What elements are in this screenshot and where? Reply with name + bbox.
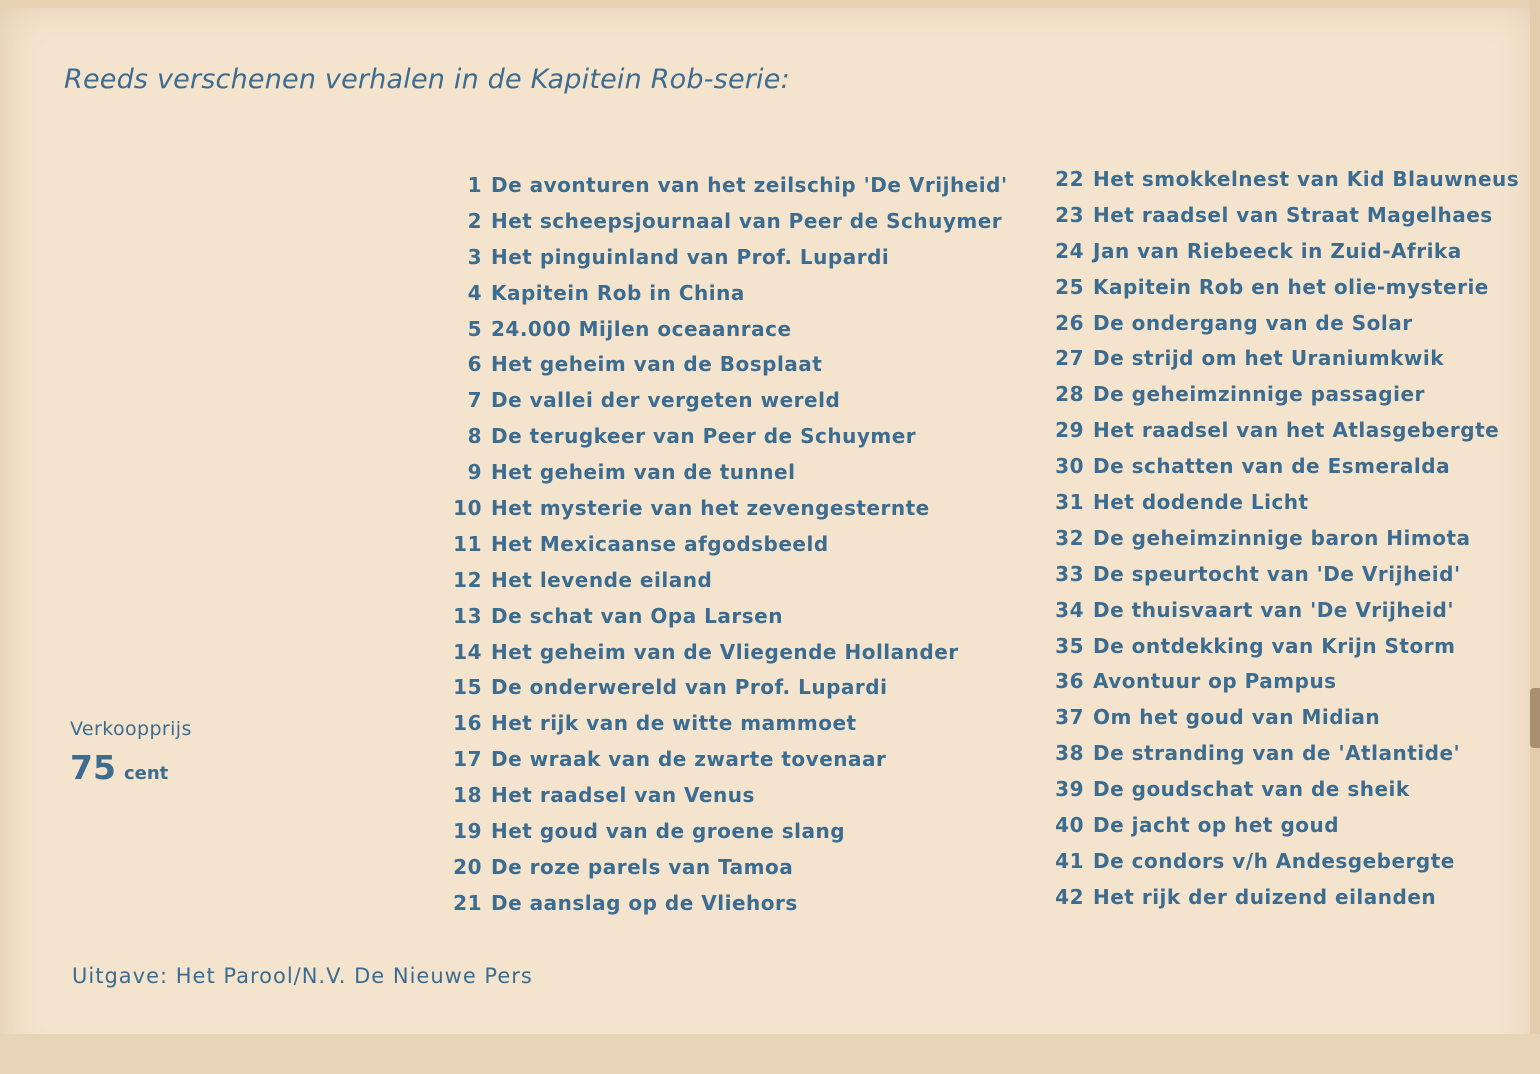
publisher-line: Uitgave: Het Parool/N.V. De Nieuwe Pers <box>72 964 533 988</box>
story-number: 27 <box>1055 346 1084 371</box>
list-item <box>1052 593 1519 629</box>
list-item <box>1052 772 1519 808</box>
story-number: 20 <box>453 854 482 879</box>
list-item <box>452 635 1008 671</box>
story-number: 1 <box>467 173 482 197</box>
story-title: Het rijk van de witte mammoet <box>491 711 857 736</box>
list-item <box>452 850 1008 886</box>
list-item <box>452 204 1008 240</box>
story-number: 38 <box>1055 741 1084 766</box>
story-number: 10 <box>453 496 482 521</box>
story-number: 40 <box>1055 813 1084 838</box>
price-amount: 75 <box>70 748 116 787</box>
story-title: 24.000 Mijlen oceaanrace <box>491 316 792 341</box>
list-item <box>1052 198 1519 234</box>
story-number: 25 <box>1055 274 1084 299</box>
list-item <box>1052 700 1519 736</box>
story-number: 42 <box>1055 884 1084 909</box>
list-item <box>452 168 1008 204</box>
list-item <box>452 383 1008 419</box>
story-title: De stranding van de 'Atlantide' <box>1093 741 1461 766</box>
story-number: 24 <box>1055 238 1084 263</box>
story-title: Het mysterie van het zevengesternte <box>491 496 930 521</box>
story-title: De terugkeer van Peer de Schuymer <box>491 424 917 449</box>
story-number: 29 <box>1055 418 1084 443</box>
story-title: Kapitein Rob en het olie-mysterie <box>1093 274 1489 299</box>
story-number: 5 <box>467 316 482 341</box>
list-item <box>1052 557 1519 593</box>
story-title: De jacht op het goud <box>1093 813 1340 838</box>
story-number: 16 <box>453 711 482 736</box>
story-title: De thuisvaart van 'De Vrijheid' <box>1093 597 1454 622</box>
list-item <box>1052 449 1519 485</box>
story-title: Het goud van de groene slang <box>491 819 846 844</box>
story-title: Het Mexicaanse afgodsbeeld <box>491 531 829 556</box>
list-item <box>1052 162 1519 198</box>
story-title: Het raadsel van Straat Magelhaes <box>1093 202 1493 227</box>
list-item <box>452 312 1008 348</box>
story-title: De strijd om het Uraniumkwik <box>1093 346 1445 371</box>
story-title: Om het goud van Midian <box>1093 705 1381 730</box>
page-edge-right <box>1530 0 1540 1074</box>
story-number: 41 <box>1055 848 1084 873</box>
list-item <box>1052 485 1519 521</box>
story-number: 26 <box>1055 310 1084 335</box>
story-number: 9 <box>467 460 482 485</box>
story-title: Kapitein Rob in China <box>491 280 745 305</box>
story-title: De schat van Opa Larsen <box>491 603 783 628</box>
story-title: De avonturen van het zeilschip 'De Vrijheid' <box>491 173 1008 197</box>
story-number: 3 <box>467 244 482 269</box>
list-item <box>1052 664 1519 700</box>
story-title: De ondergang van de Solar <box>1093 310 1413 335</box>
story-number: 19 <box>453 819 482 844</box>
list-item <box>452 670 1008 706</box>
story-title: Het geheim van de Bosplaat <box>491 352 823 377</box>
story-title: De roze parels van Tamoa <box>491 854 794 879</box>
story-number: 13 <box>453 603 482 628</box>
story-list-right <box>1052 162 1519 916</box>
list-item <box>452 491 1008 527</box>
story-list-left <box>452 168 1008 922</box>
list-item <box>452 886 1008 922</box>
story-number: 6 <box>467 352 482 377</box>
story-title: De aanslag op de Vliehors <box>491 890 798 915</box>
story-number: 4 <box>467 280 482 305</box>
story-number: 14 <box>453 639 482 664</box>
list-item <box>452 706 1008 742</box>
story-title: De ontdekking van Krijn Storm <box>1093 633 1456 658</box>
list-item <box>1052 234 1519 270</box>
list-item <box>1052 270 1519 306</box>
story-title: De geheimzinnige baron Himota <box>1093 525 1471 550</box>
page-edge-top <box>0 0 1540 8</box>
story-title: Avontuur op Pampus <box>1093 669 1337 694</box>
story-number: 37 <box>1055 705 1084 730</box>
story-number: 7 <box>467 388 482 413</box>
story-number: 36 <box>1055 669 1084 694</box>
story-number: 2 <box>467 208 482 233</box>
list-item <box>1052 844 1519 880</box>
story-title: De speurtocht van 'De Vrijheid' <box>1093 561 1461 586</box>
story-number: 15 <box>453 675 482 700</box>
list-item <box>452 419 1008 455</box>
story-number: 11 <box>453 531 482 556</box>
list-item <box>452 778 1008 814</box>
page-title: Reeds verschenen verhalen in de Kapitein Rob-serie: <box>64 64 790 95</box>
list-item <box>452 599 1008 635</box>
story-number: 8 <box>467 424 482 449</box>
story-title: Het raadsel van Venus <box>491 783 755 808</box>
story-title: De geheimzinnige passagier <box>1093 382 1425 407</box>
story-title: De goudschat van de sheik <box>1093 777 1410 802</box>
story-number: 30 <box>1055 454 1084 479</box>
list-item <box>452 455 1008 491</box>
list-item <box>452 814 1008 850</box>
story-title: De vallei der vergeten wereld <box>491 388 841 413</box>
list-item <box>1052 341 1519 377</box>
story-number: 31 <box>1055 490 1084 515</box>
binding-tab <box>1530 688 1540 748</box>
list-item <box>452 276 1008 312</box>
story-title: De onderwereld van Prof. Lupardi <box>491 675 888 700</box>
price-unit: cent <box>123 763 169 784</box>
list-item <box>1052 880 1519 916</box>
story-number: 28 <box>1055 382 1084 407</box>
story-number: 35 <box>1055 633 1084 658</box>
list-item <box>452 240 1008 276</box>
story-title: Het geheim van de tunnel <box>491 460 796 485</box>
story-title: De wraak van de zwarte tovenaar <box>491 747 887 772</box>
story-title: Het dodende Licht <box>1093 490 1309 515</box>
story-title: Het smokkelnest van Kid Blauwneus <box>1093 167 1520 191</box>
list-item <box>1052 808 1519 844</box>
story-number: 17 <box>453 747 482 772</box>
story-title: Het levende eiland <box>491 567 713 592</box>
story-number: 32 <box>1055 525 1084 550</box>
list-item <box>1052 629 1519 665</box>
story-title: Het pinguinland van Prof. Lupardi <box>491 244 890 269</box>
story-title: Het geheim van de Vliegende Hollander <box>491 639 959 664</box>
list-item <box>1052 306 1519 342</box>
story-title: De condors v/h Andesgebergte <box>1093 848 1455 873</box>
list-item <box>452 527 1008 563</box>
story-number: 12 <box>453 567 482 592</box>
price-label: Verkoopprijs <box>70 718 192 740</box>
story-title: Het scheepsjournaal van Peer de Schuymer <box>491 208 1003 233</box>
story-number: 22 <box>1055 167 1084 191</box>
story-number: 33 <box>1055 561 1084 586</box>
story-title: Het raadsel van het Atlasgebergte <box>1093 418 1500 443</box>
story-number: 34 <box>1055 597 1084 622</box>
price <box>70 748 168 787</box>
story-title: De schatten van de Esmeralda <box>1093 454 1451 479</box>
list-item <box>1052 521 1519 557</box>
list-item <box>452 563 1008 599</box>
list-item <box>1052 736 1519 772</box>
list-item <box>1052 413 1519 449</box>
list-item <box>452 742 1008 778</box>
story-title: Jan van Riebeeck in Zuid-Afrika <box>1093 238 1462 263</box>
list-item <box>452 347 1008 383</box>
story-number: 23 <box>1055 202 1084 227</box>
list-item <box>1052 377 1519 413</box>
story-number: 39 <box>1055 777 1084 802</box>
story-title: Het rijk der duizend eilanden <box>1093 884 1437 909</box>
page-edge-bottom <box>0 1034 1540 1074</box>
story-number: 18 <box>453 783 482 808</box>
story-number: 21 <box>453 890 482 915</box>
